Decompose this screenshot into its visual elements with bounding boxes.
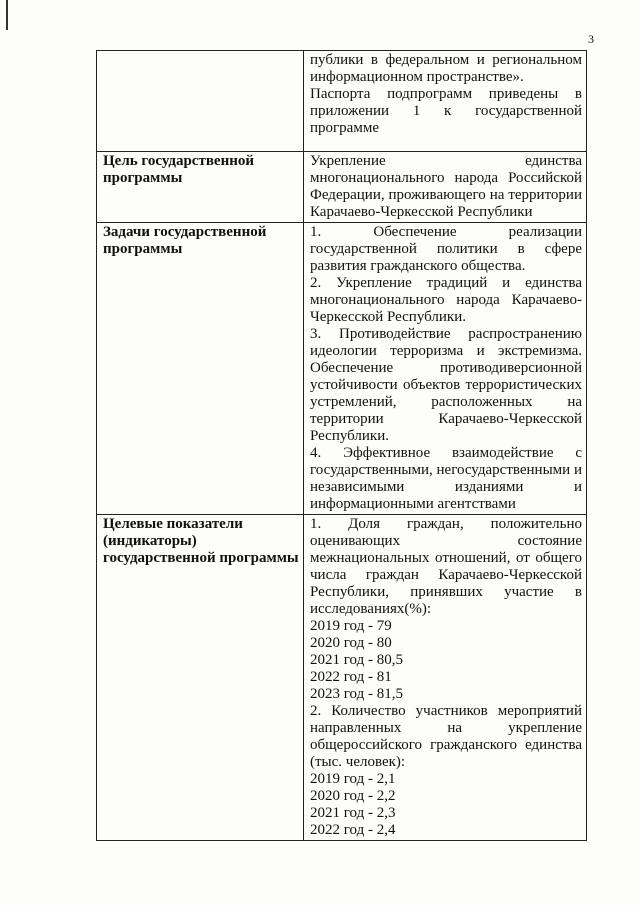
table-row-goal (97, 152, 587, 223)
row-content (304, 152, 587, 223)
program-passport-table (96, 50, 587, 841)
table-row-continuation (97, 51, 587, 152)
indicator-year-value: 2022 год - 81 (310, 669, 392, 685)
indicator-year-value: 2019 год - 79 (310, 618, 392, 634)
scan-edge-mark (6, 0, 8, 30)
indicator-year-value: 2021 год - 2,3 (310, 805, 396, 821)
paragraph: публики в федеральном и региональном информационном пространстве». (310, 52, 582, 85)
indicator-year-value: 2022 год - 2,4 (310, 822, 396, 838)
paragraph: Укрепление единства многонационального народа Российской Федерации, проживающего на территории Карачаево-Черкесской Республики (310, 153, 582, 220)
indicator-year-value: 2020 год - 2,2 (310, 788, 396, 804)
task-item: 2. Укрепление традиций и единства многонационального народа Карачаево-Черкесской Республики. (310, 275, 582, 325)
row-content (304, 223, 587, 515)
row-label: Задачи государственной программы (97, 223, 304, 515)
task-item: 3. Противодействие распространению идеологии терроризма и экстремизма. Обеспечение противодиверсионной устойчивости объектов террористических устремлений, расположенных на территории Карачаево-Черкесской Республики. (310, 326, 582, 444)
paragraph: Паспорта подпрограмм приведены в приложении 1 к государственной программе (310, 86, 582, 136)
task-item: 1. Обеспечение реализации государственной политики в сфере развития гражданского общества. (310, 224, 582, 274)
indicator-year-value: 2023 год - 81,5 (310, 686, 403, 702)
row-label: Целевые показатели (индикаторы) государственной программы (97, 515, 304, 841)
indicator-year-value: 2020 год - 80 (310, 635, 392, 651)
page-number: 3 (588, 32, 594, 46)
row-label (97, 51, 304, 152)
indicator-text: 1. Доля граждан, положительно оценивающих состояние межнациональных отношений, от общего числа граждан Карачаево-Черкесской Республики, принявших участие в исследованиях(%): (310, 516, 582, 617)
row-label: Цель государственной программы (97, 152, 304, 223)
indicator-year-value: 2021 год - 80,5 (310, 652, 403, 668)
indicator-year-value: 2019 год - 2,1 (310, 771, 396, 787)
task-item: 4. Эффективное взаимодействие с государственными, негосударственными и независимыми изданиями и информационными агентствами (310, 445, 582, 512)
row-content (304, 51, 587, 152)
row-content (304, 515, 587, 841)
table-row-indicators (97, 515, 587, 841)
table-row-tasks (97, 223, 587, 515)
indicator-text: 2. Количество участников мероприятий направленных на укрепление общероссийского гражданского единства (тыс. человек): (310, 703, 582, 770)
